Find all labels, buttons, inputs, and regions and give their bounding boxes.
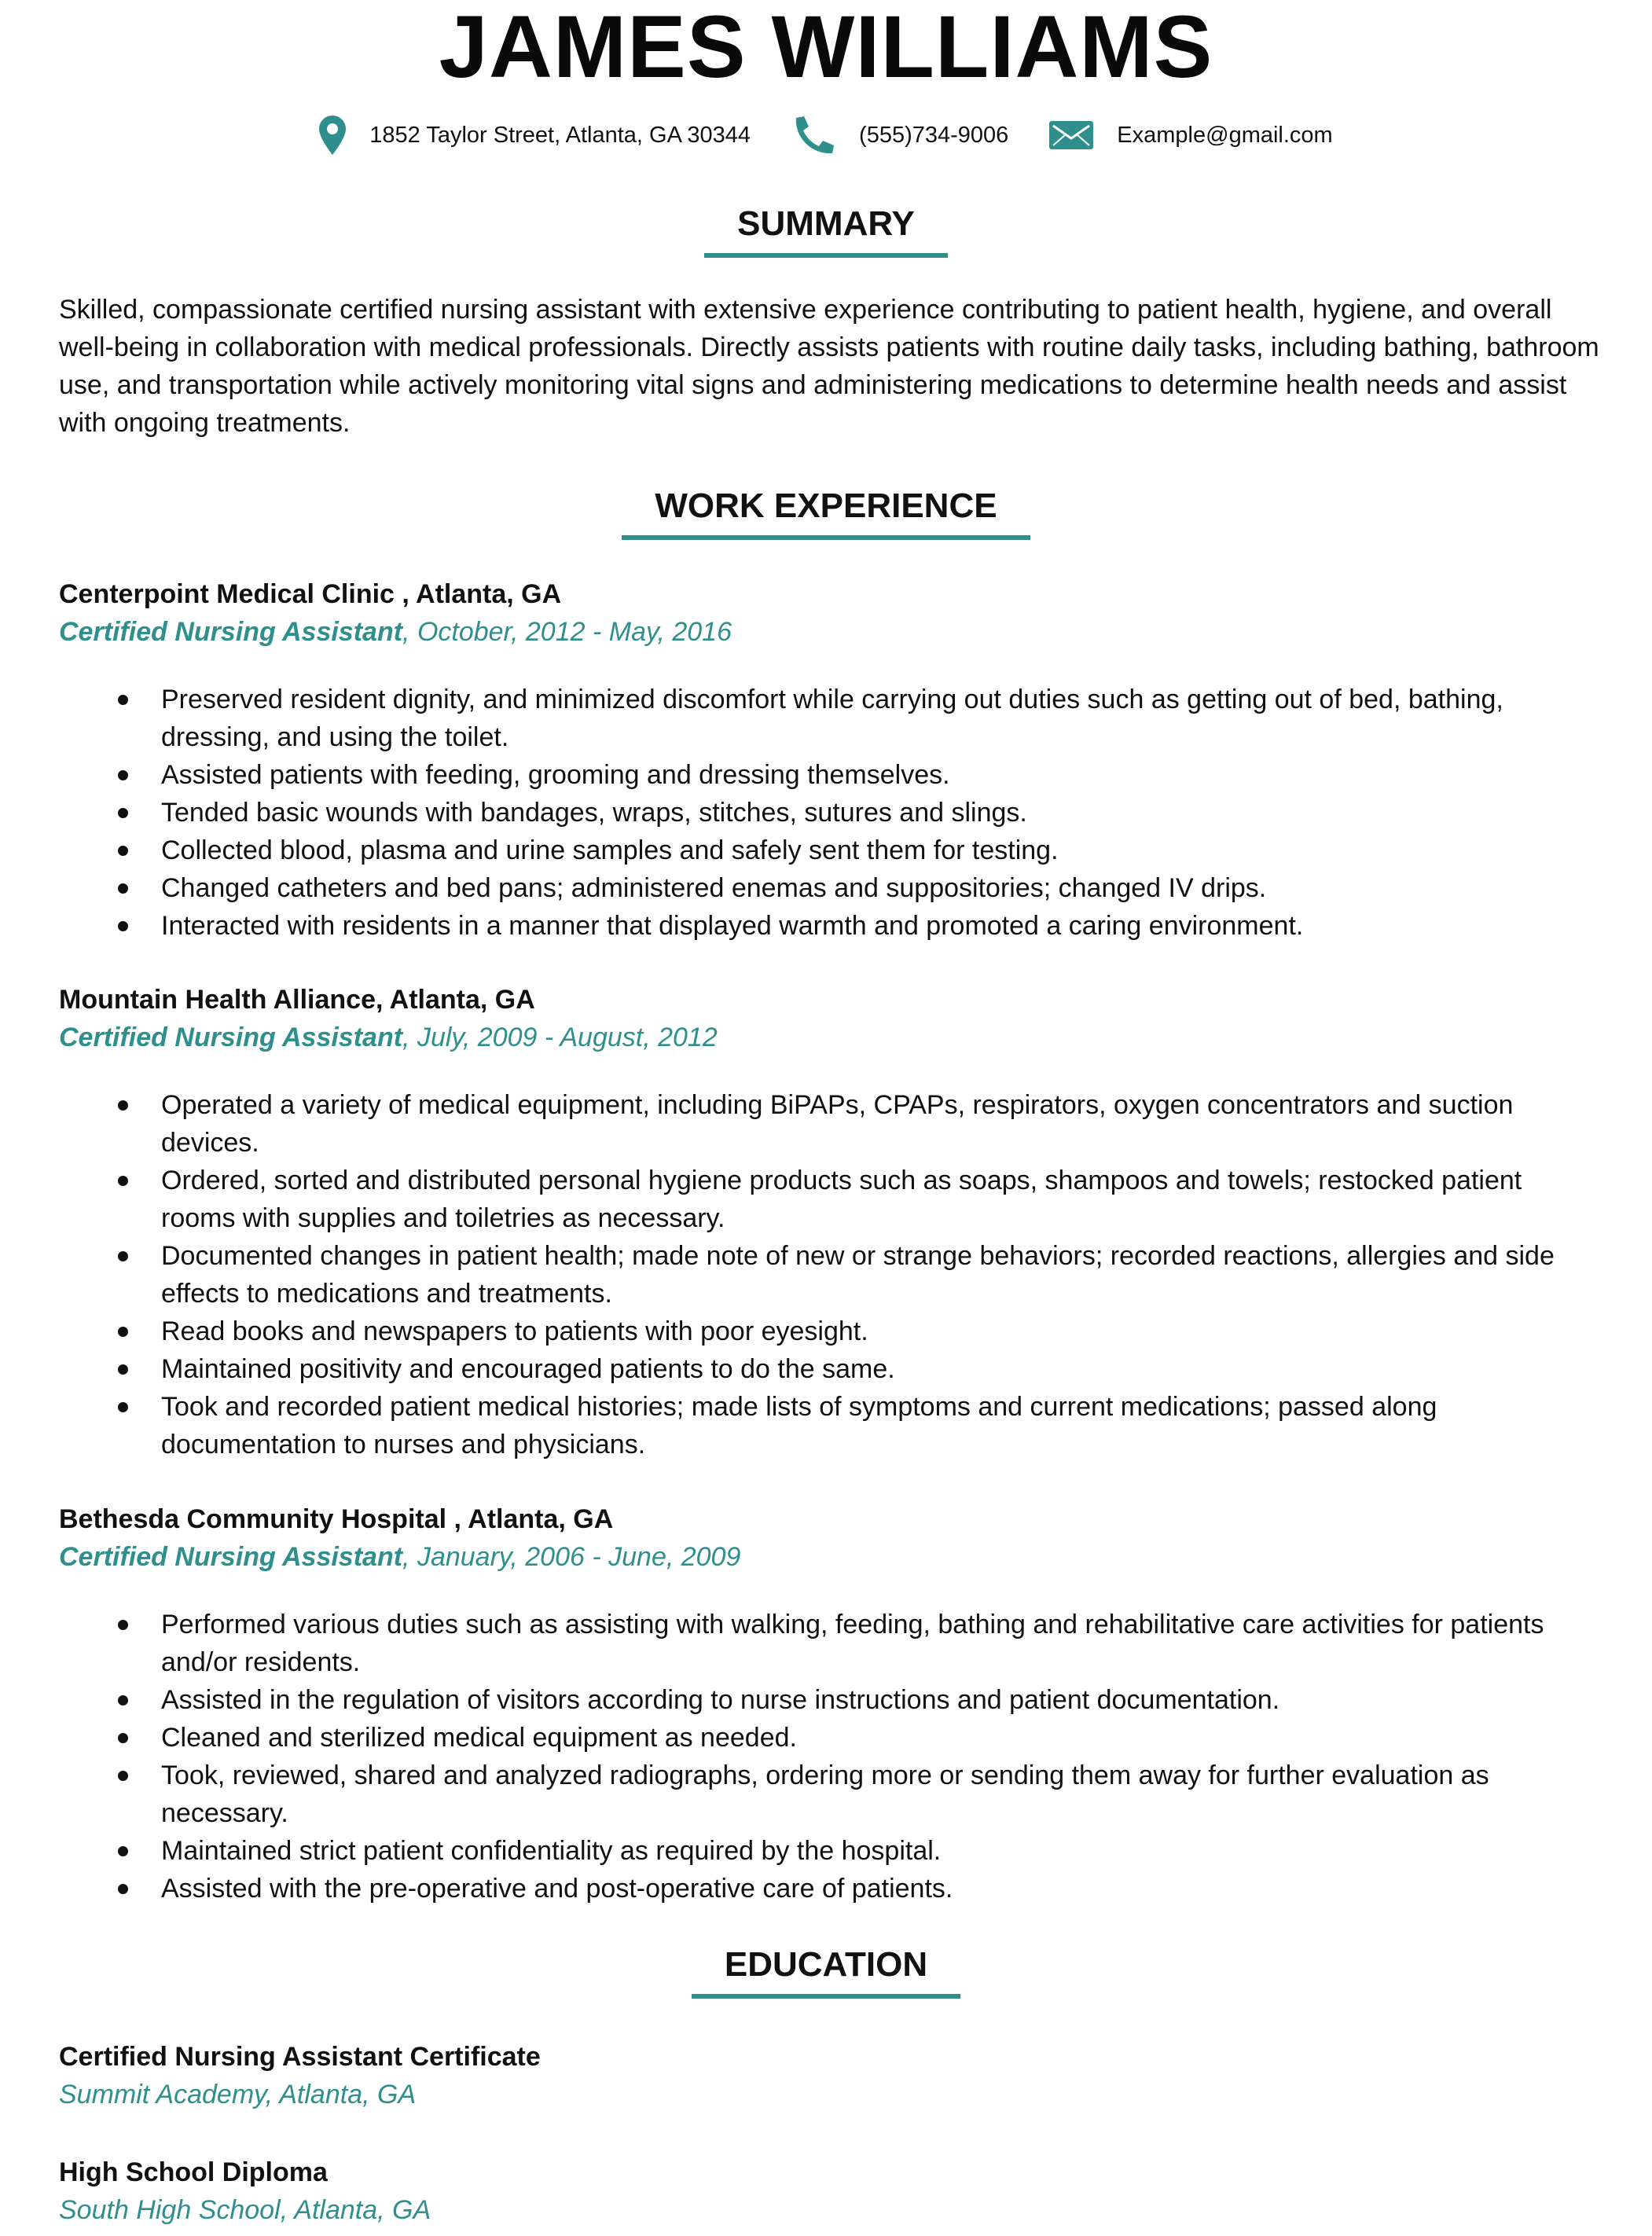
bullet-icon (118, 1327, 128, 1337)
bullet-icon (118, 808, 128, 818)
school-name: Summit Academy, Atlanta, GA (59, 2080, 417, 2109)
duty-text: Maintained strict patient confidentiality as required by the hospital. (161, 1836, 942, 1866)
education-entry (59, 2038, 1599, 2113)
duty-item (161, 1350, 1599, 1388)
duty-text: Collected blood, plasma and urine samples and safely sent them for testing. (161, 835, 1059, 865)
bullet-icon (118, 1620, 128, 1630)
bullet-icon (118, 883, 128, 894)
duty-item (161, 1086, 1599, 1162)
duty-text: Took, reviewed, shared and analyzed radiographs, ordering more or sending them away for further evaluation as necessary. (161, 1761, 1489, 1828)
school-name: South High School, Atlanta, GA (59, 2195, 431, 2225)
job-entry (59, 1500, 1599, 1907)
duty-text: Interacted with residents in a manner that displayed warmth and promoted a caring environment. (161, 911, 1304, 941)
job-title: Certified Nursing Assistant (59, 617, 403, 647)
duty-text: Ordered, sorted and distributed personal hygiene products such as soaps, shampoos and towels; restocked patient rooms with supplies and toiletries as necessary. (161, 1166, 1522, 1233)
duties-list (59, 1606, 1599, 1907)
education-heading (0, 1944, 1652, 1999)
duty-text: Maintained positivity and encouraged patients to do the same. (161, 1354, 895, 1384)
bullet-icon (118, 1176, 128, 1186)
duty-item (161, 832, 1599, 869)
duty-text: Took and recorded patient medical histories; made lists of symptoms and current medications; passed along documentation to nurses and physicians. (161, 1392, 1437, 1459)
duty-text: Assisted with the pre-operative and post-operative care of patients. (161, 1874, 953, 1904)
job-role-line (59, 1538, 1599, 1576)
duty-item (161, 1388, 1599, 1463)
experience-title: WORK EXPERIENCE (622, 485, 1030, 540)
job-title: Certified Nursing Assistant (59, 1023, 403, 1052)
duty-item (161, 1832, 1599, 1870)
duty-item (161, 1870, 1599, 1907)
duty-item (161, 1162, 1599, 1237)
bullet-icon (118, 846, 128, 856)
job-dates: , July, 2009 - August, 2012 (402, 1023, 718, 1052)
job-role-line (59, 1019, 1599, 1056)
job-title: Certified Nursing Assistant (59, 1542, 403, 1572)
bullet-icon (118, 1846, 128, 1856)
bullet-icon (118, 921, 128, 931)
bullet-icon (118, 1695, 128, 1705)
duty-item (161, 869, 1599, 907)
bullet-icon (118, 1733, 128, 1743)
duty-text: Documented changes in patient health; made note of new or strange behaviors; recorded reactions, allergies and side effects to medications and treatments. (161, 1241, 1555, 1309)
duty-item (161, 794, 1599, 832)
experience-heading (0, 485, 1652, 540)
bullet-icon (118, 1884, 128, 1894)
phone-icon (791, 116, 835, 155)
duty-text: Tended basic wounds with bandages, wraps, stitches, sutures and slings. (161, 798, 1027, 828)
job-entry (59, 981, 1599, 1463)
bullet-icon (118, 1100, 128, 1111)
duty-text: Cleaned and sterilized medical equipment as needed. (161, 1723, 797, 1753)
duty-text: Preserved resident dignity, and minimized discomfort while carrying out duties such as getting out of bed, bathing, dressing, and using the toilet. (161, 685, 1503, 752)
duty-text: Assisted patients with feeding, grooming and dressing themselves. (161, 760, 950, 790)
duty-item (161, 1681, 1599, 1719)
job-entry (59, 575, 1599, 945)
bullet-icon (118, 770, 128, 780)
job-role-line (59, 613, 1599, 651)
employer-name: Centerpoint Medical Clinic , Atlanta, GA (59, 579, 562, 609)
job-dates: , January, 2006 - June, 2009 (402, 1542, 741, 1572)
summary-title: SUMMARY (704, 203, 948, 258)
bullet-icon (118, 1402, 128, 1412)
duty-item (161, 1606, 1599, 1681)
duty-text: Assisted in the regulation of visitors according to nurse instructions and patient documentation. (161, 1685, 1280, 1715)
duty-text: Read books and newspapers to patients with poor eyesight. (161, 1316, 868, 1346)
summary-text: Skilled, compassionate certified nursing assistant with extensive experience contributing to patient health, hygiene, and overall well-being in collaboration with medical professionals. Directly assists patients with routine daily tasks, including bathing, bathroom use, and transportation while actively monitoring vital signs and administering medications to determine health needs and assist with ongoing treatments. (59, 295, 1599, 438)
map-pin-icon (319, 116, 346, 155)
duty-text: Performed various duties such as assisting with walking, feeding, bathing and rehabilitative care activities for patients and/or residents. (161, 1610, 1544, 1677)
employer-name: Bethesda Community Hospital , Atlanta, GA (59, 1504, 614, 1534)
bullet-icon (118, 1251, 128, 1261)
phone-text: (555)734-9006 (859, 122, 1009, 148)
duties-list (59, 1086, 1599, 1463)
education-title: EDUCATION (692, 1944, 960, 1999)
education-entry (59, 2153, 1599, 2229)
summary-heading (0, 203, 1652, 258)
candidate-name: JAMES WILLIAMS (439, 0, 1213, 96)
contact-phone (791, 116, 1008, 155)
envelope-icon (1049, 121, 1093, 149)
duty-item (161, 756, 1599, 794)
job-dates: , October, 2012 - May, 2016 (402, 617, 732, 647)
bullet-icon (118, 1364, 128, 1375)
bullet-icon (118, 1771, 128, 1781)
duty-item (161, 1237, 1599, 1313)
duty-item (161, 681, 1599, 756)
duties-list (59, 681, 1599, 945)
duty-text: Changed catheters and bed pans; administered enemas and suppositories; changed IV drips. (161, 873, 1267, 903)
duty-item (161, 907, 1599, 945)
degree-name: High School Diploma (59, 2157, 328, 2187)
email-text: Example@gmail.com (1117, 122, 1333, 148)
duty-item (161, 1313, 1599, 1350)
duty-item (161, 1757, 1599, 1832)
contact-email (1049, 121, 1332, 149)
employer-name: Mountain Health Alliance, Atlanta, GA (59, 985, 535, 1015)
duty-text: Operated a variety of medical equipment, including BiPAPs, CPAPs, respirators, oxygen concentrators and suction devices. (161, 1090, 1514, 1158)
address-text: 1852 Taylor Street, Atlanta, GA 30344 (369, 122, 751, 148)
duty-item (161, 1719, 1599, 1757)
degree-name: Certified Nursing Assistant Certificate (59, 2042, 541, 2072)
bullet-icon (118, 695, 128, 705)
contact-row (0, 110, 1652, 160)
contact-address (319, 116, 751, 155)
